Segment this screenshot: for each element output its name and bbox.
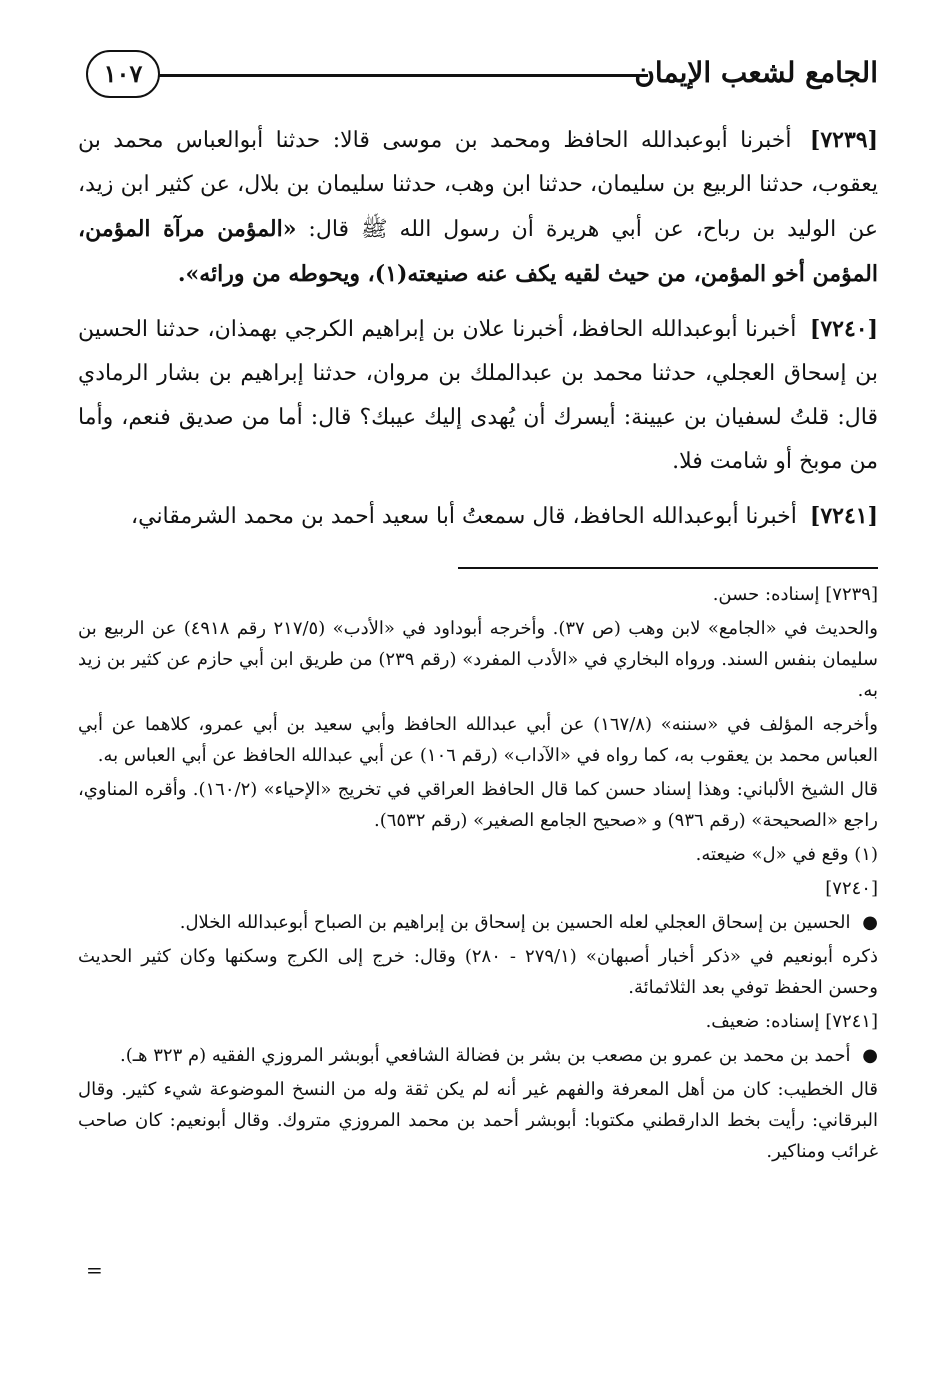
footnote-separator bbox=[458, 567, 878, 569]
bullet-icon: ● bbox=[862, 1045, 878, 1066]
hadith-7240 bbox=[78, 307, 878, 484]
note-heading: [٧٢٣٩] إسناده: حسن. bbox=[712, 584, 878, 605]
continuation-mark: = bbox=[86, 1258, 103, 1282]
main-text bbox=[78, 118, 878, 539]
note-paragraph bbox=[78, 907, 878, 938]
hadith-number: [٧٢٣٩] bbox=[809, 127, 879, 153]
note-paragraph: قال الشيخ الألباني: وهذا إسناد حسن كما قال الحافظ العراقي في تخريج «الإحياء» (١٦٠/٢). وأقره المناوي، راجع «الصحيحة» (رقم ٩٣٦) و «صحيح الجامع الصغير» (رقم ٦٥٣٢). bbox=[78, 779, 879, 831]
hadith-chain: أخبرنا أبوعبدالله الحافظ ومحمد بن موسى قالا: حدثنا أبوالعباس محمد بن يعقوب، حدثنا الربيع بن سليمان، حدثنا ابن وهب، حدثنا سليمان بن بلال، عن كثير ابن زيد، عن الوليد بن رباح، عن أبي هريرة أن رسول الله ﷺ قال: bbox=[78, 128, 879, 242]
header-rule bbox=[156, 74, 648, 77]
page-number: ١٠٧ bbox=[86, 50, 160, 98]
book-page bbox=[78, 38, 878, 1170]
note-heading: [٧٢٤٠] bbox=[825, 878, 878, 899]
hadith-7239 bbox=[78, 118, 878, 297]
hadith-chain: أخبرنا أبوعبدالله الحافظ، قال سمعتُ أبا سعيد أحمد بن محمد الشرمقاني، bbox=[131, 504, 797, 529]
note-text: أحمد بن محمد بن عمرو بن مصعب بن بشر بن فضالة الشافعي أبوبشر المروزي الفقيه (م ٣٢٣ هـ). bbox=[120, 1045, 851, 1066]
hadith-chain: أخبرنا أبوعبدالله الحافظ، أخبرنا علان بن إبراهيم الكرجي بهمذان، حدثنا الحسين بن إسحاق العجلي، حدثنا محمد بن عبدالملك بن مروان، حدثنا إبراهيم بن بشار الرمادي قال: قلتُ لسفيان بن عيينة: أيسرك أن يُهدى إليك عيبك؟ قال: أما من صديق فنعم، وأما من موبخ أو شامت فلا. bbox=[78, 317, 878, 474]
note-paragraph: قال الخطيب: كان من أهل المعرفة والفهم غير أنه لم يكن ثقة وله من النسخ الموضوعة شيء كثير. وقال البرقاني: رأيت بخط الدارقطني مكتوبا: أبوبشر أحمد بن محمد المروزي متروك. وقال أبونعيم: كان صاحب غرائب ومناكير. bbox=[78, 1079, 878, 1162]
hadith-matn: «المؤمن مرآة المؤمن، المؤمن أخو المؤمن، من حيث لقيه يكف عنه صنيعته(١)، ويحوطه من ورائه». bbox=[78, 216, 878, 287]
bullet-icon: ● bbox=[862, 912, 878, 933]
note-paragraph: والحديث في «الجامع» لابن وهب (ص ٣٧). وأخرجه أبوداود في «الأدب» (٢١٧/٥ رقم ٤٩١٨) عن الربيع بن سليمان بنفس السند. ورواه البخاري في «الأدب المفرد» (رقم ٢٣٩) من طريق ابن أبي حازم عن كثير بن زيد به. bbox=[78, 618, 878, 701]
note-paragraph bbox=[78, 1040, 878, 1071]
note-paragraph: ذكره أبونعيم في «ذكر أخبار أصبهان» (٢٧٩/١ - ٢٨٠) وقال: خرج إلى الكرج وسكنها وكان كثير الحديث وحسن الحفظ توفي بعد الثلاثمائة. bbox=[78, 946, 878, 998]
running-title: الجامع لشعب الإيمان bbox=[634, 56, 878, 89]
note-text: الحسين بن إسحاق العجلي لعله الحسين بن إسحاق بن إبراهيم بن الصباح أبوعبدالله الخلال. bbox=[179, 912, 851, 933]
note-paragraph: وأخرجه المؤلف في «سننه» (١٦٧/٨) عن أبي عبدالله الحافظ وأبي سعيد بن أبي عمرو، كلاهما عن أبي العباس محمد بن يعقوب به، كما رواه في «الآداب» (رقم ١٠٦) عن أبي عبدالله الحافظ عن أبي العباس به. bbox=[78, 714, 878, 766]
footnotes bbox=[78, 579, 878, 1167]
hadith-number: [٧٢٤٠] bbox=[809, 316, 878, 342]
hadith-7241 bbox=[78, 494, 878, 539]
page-header bbox=[78, 38, 878, 108]
footnote-1: (١) وقع في «ل» ضيعته. bbox=[695, 844, 878, 865]
hadith-number: [٧٢٤١] bbox=[809, 503, 878, 529]
note-heading: [٧٢٤١] إسناده: ضعيف. bbox=[705, 1011, 878, 1032]
